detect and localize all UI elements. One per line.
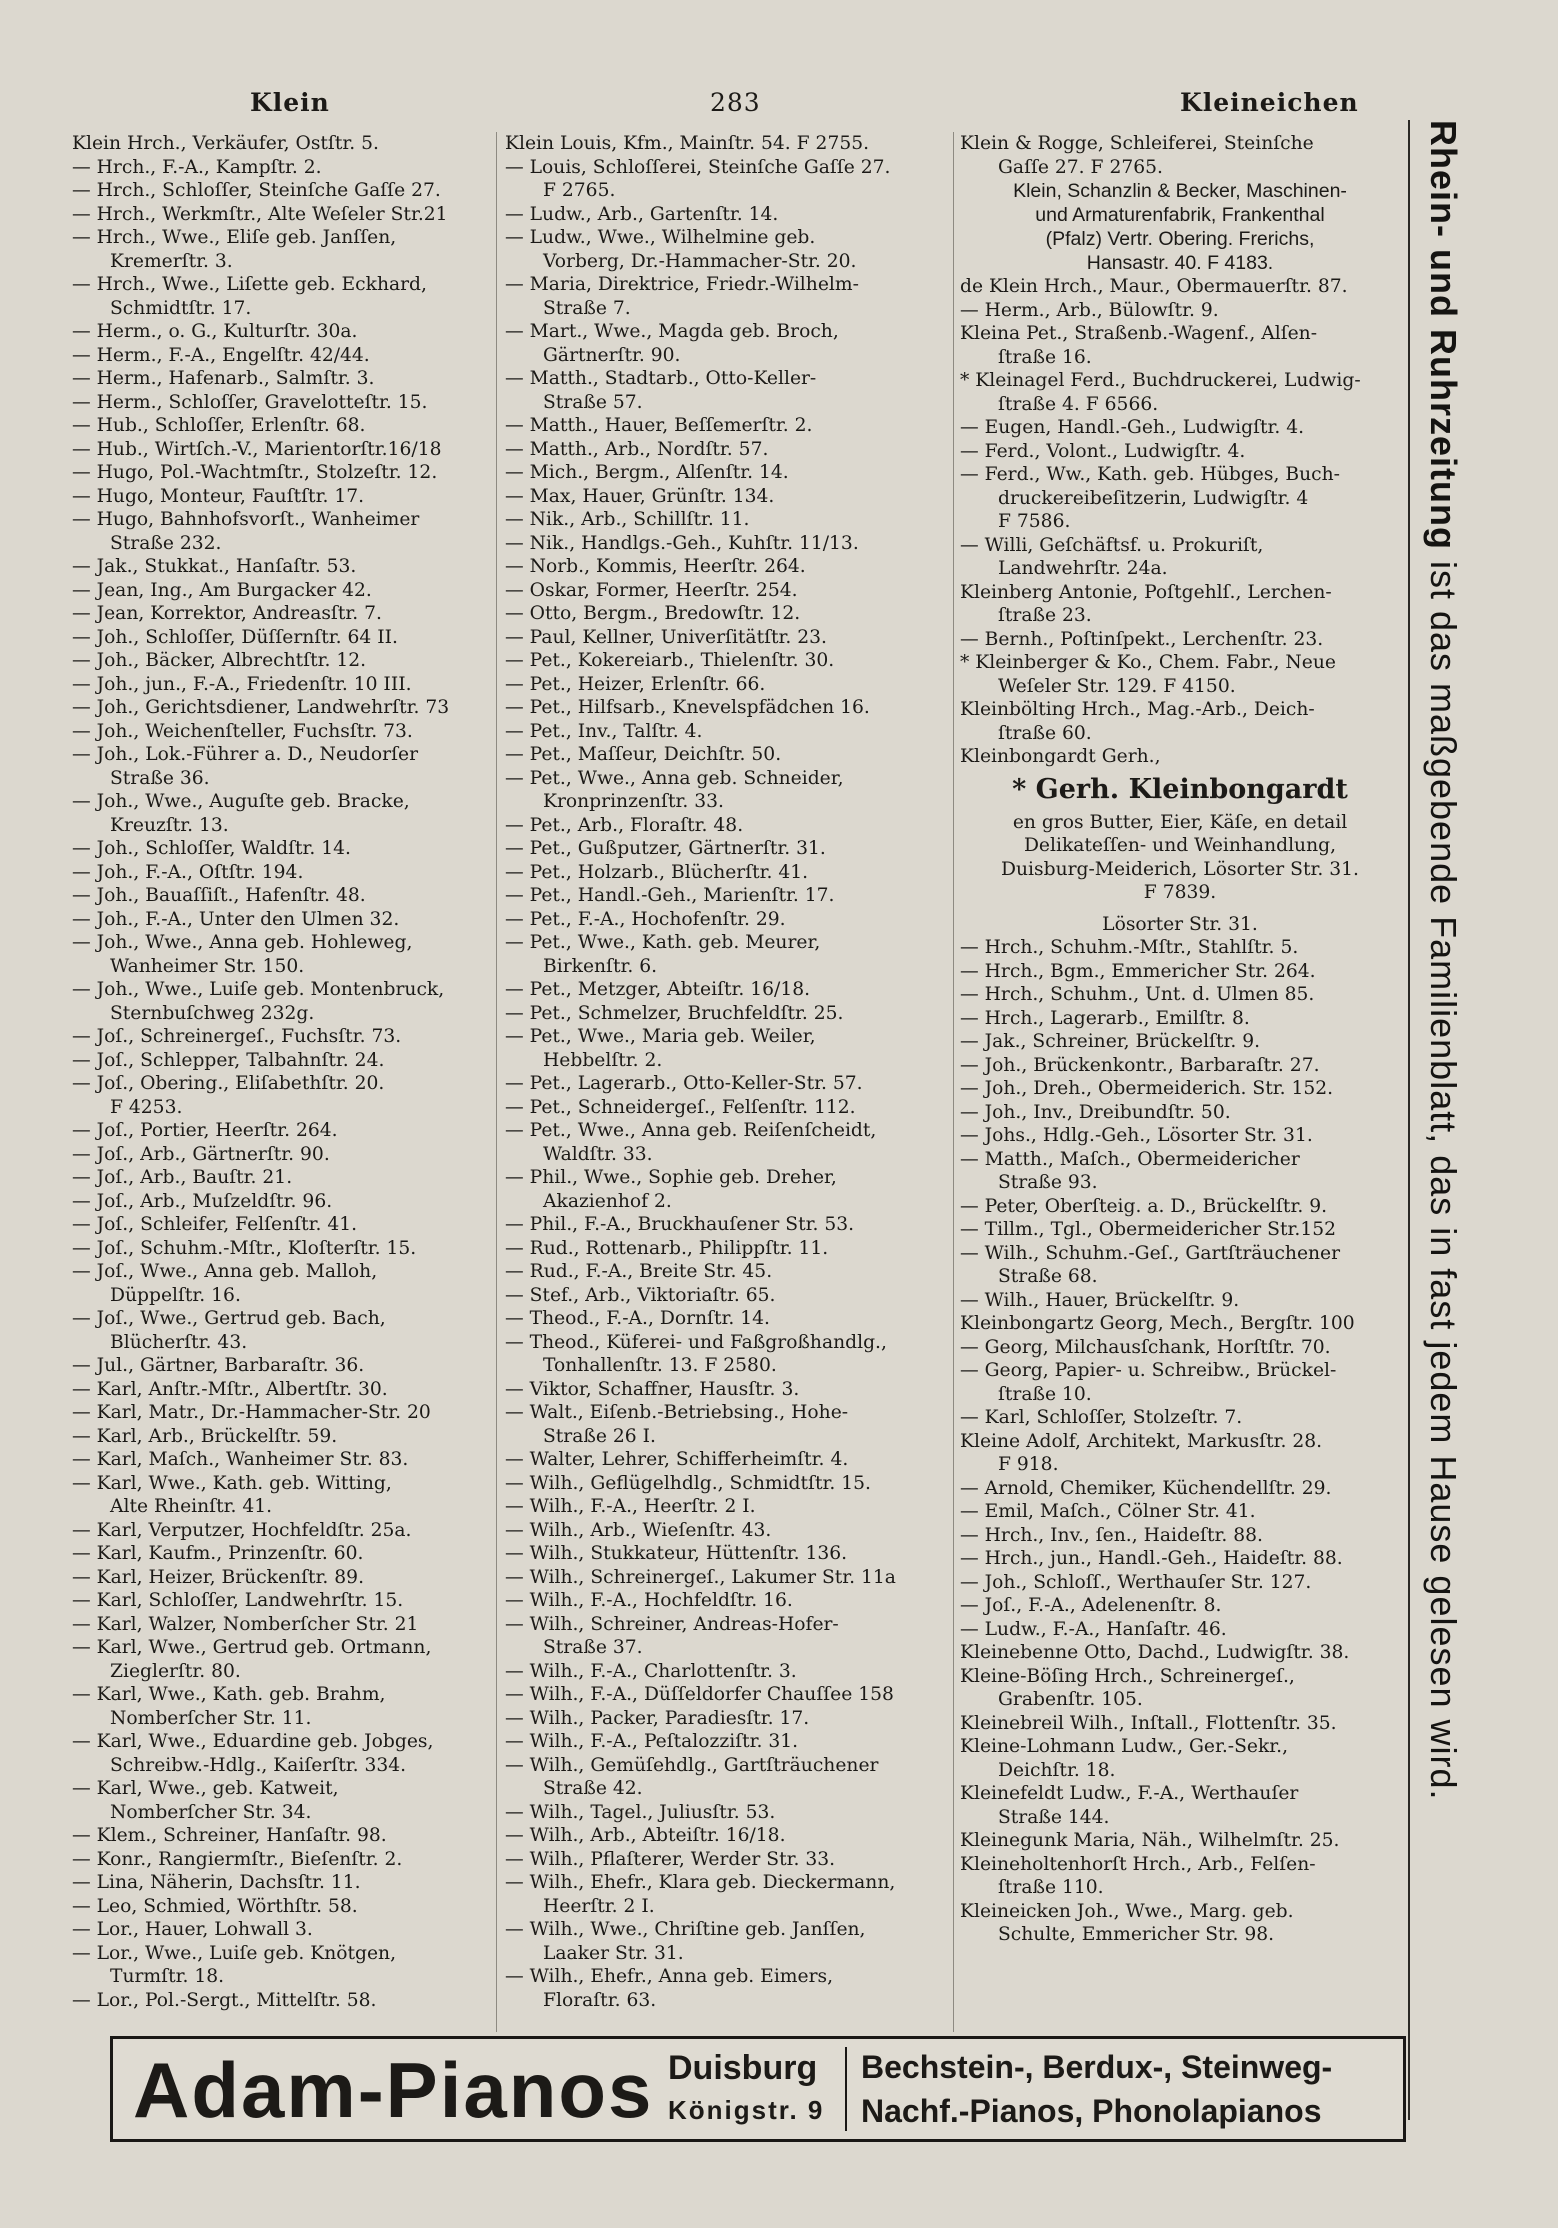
directory-entry: Straße 37. xyxy=(543,1637,643,1658)
directory-entry: ſtraße 10. xyxy=(998,1383,1092,1405)
directory-entry: — Joſ., Schreinergeſ., Fuchsſtr. 73. xyxy=(72,1026,402,1047)
ad-address: Königstr. 9 xyxy=(668,2095,825,2125)
directory-entry: — Nik., Handlgs.-Geh., Kuhſtr. 11/13. xyxy=(505,532,859,554)
page-header xyxy=(70,88,1410,128)
directory-entry: — Rud., F.-A., Breite Str. 45. xyxy=(505,1261,773,1282)
directory-entry: — Wilh., F.-A., Hochfeldſtr. 16. xyxy=(505,1590,793,1611)
directory-entry: Kleineicken Joh., Wwe., Marg. geb. xyxy=(960,1900,1294,1922)
directory-entry: * Kleinberger & Ko., Chem. Fabr., Neue xyxy=(960,652,1336,673)
directory-entry: ſtraße 4. F 6566. xyxy=(998,393,1159,415)
directory-entry: — Konr., Rangiermſtr., Bieſenſtr. 2. xyxy=(72,1848,403,1870)
directory-entry: — Ferd., Volont., Ludwigſtr. 4. xyxy=(960,440,1246,462)
directory-entry: — Joh., F.-A., Unter den Ulmen 32. xyxy=(72,908,400,930)
directory-entry: — Phil., Wwe., Sophie geb. Dreher, xyxy=(505,1167,837,1188)
directory-entry: — Hrch., Schloſſer, Steinſche Gaſſe 27. xyxy=(72,180,441,201)
directory-entry: — Pet., Gußputzer, Gärtnerſtr. 31. xyxy=(505,838,826,859)
directory-entry: — Pet., Wwe., Kath. geb. Meurer, xyxy=(505,932,821,953)
directory-entry: — Joh., Schloſſer, Waldſtr. 14. xyxy=(72,838,351,859)
directory-entry: — Herm., F.-A., Engelſtr. 42/44. xyxy=(72,344,370,366)
directory-entry: — Karl, Schloſſer, Landwehrſtr. 15. xyxy=(72,1590,404,1611)
directory-entry: F 7839. xyxy=(1143,882,1217,903)
directory-entry: druckereibeſitzerin, Ludwigſtr. 4 xyxy=(998,487,1309,509)
directory-entry: — Karl, Wwe., Eduardine geb. Jobges, xyxy=(72,1731,434,1752)
directory-entry: Laaker Str. 31. xyxy=(543,1942,684,1964)
directory-entry: Straße 36. xyxy=(110,767,210,789)
directory-entry: — Mich., Bergm., Alſenſtr. 14. xyxy=(505,462,789,483)
directory-entry: — Tillm., Tgl., Obermeidericher Str.152 xyxy=(960,1219,1336,1240)
directory-entry: — Karl, Arb., Brückelſtr. 59. xyxy=(72,1425,338,1447)
directory-entry: — Joſ., Arb., Bauſtr. 21. xyxy=(72,1167,293,1188)
directory-entry: — Walt., Eiſenb.-Betriebsing., Hohe- xyxy=(505,1402,849,1423)
directory-entry: Duisburg-Meiderich, Lösorter Str. 31. xyxy=(1001,858,1359,880)
side-banner-newspaper: Rhein- und Ruhrzeitung xyxy=(1423,120,1464,550)
directory-entry: — Hrch., Wwe., Liſette geb. Eckhard, xyxy=(72,274,427,295)
directory-entry: — Hub., Schloſſer, Erlenſtr. 68. xyxy=(72,415,366,436)
directory-entry: Hebbelſtr. 2. xyxy=(543,1049,663,1071)
directory-entry: — Herm., Schloſſer, Gravelotteſtr. 15. xyxy=(72,391,428,413)
ad-brands-line-1: Bechstein-, Berdux-, Steinweg- xyxy=(861,2049,1333,2085)
directory-entry: — Mart., Wwe., Magda geb. Broch, xyxy=(505,321,839,342)
directory-entry: Kleinbongardt Gerh., xyxy=(960,746,1161,767)
ad-separator xyxy=(845,2047,847,2131)
kleinbongardt-ad-title: * Gerh. Kleinbongardt xyxy=(1012,773,1348,805)
directory-entry: Nomberſcher Str. 11. xyxy=(110,1707,312,1729)
ad-brands-line-2: Nachf.-Pianos, Phonolapianos xyxy=(861,2093,1322,2129)
directory-entry: — Norb., Kommis, Heerſtr. 264. xyxy=(505,556,806,577)
directory-entry: — Joh., Wwe., Auguſte geb. Bracke, xyxy=(72,791,410,812)
directory-entry: — Viktor, Schaffner, Hausſtr. 3. xyxy=(505,1378,800,1400)
directory-entry: F 4253. xyxy=(110,1096,183,1118)
directory-entry: — Otto, Bergm., Bredowſtr. 12. xyxy=(505,603,801,624)
directory-entry: — Joh., Wwe., Anna geb. Hohleweg, xyxy=(72,932,413,953)
directory-entry: — Pet., Schneidergeſ., Felſenſtr. 112. xyxy=(505,1096,856,1118)
directory-entry: — Karl, Walzer, Nomberſcher Str. 21 xyxy=(72,1613,419,1635)
directory-entry: — Karl, Wwe., geb. Katweit, xyxy=(72,1778,339,1799)
column-2 xyxy=(505,132,945,2012)
column-1 xyxy=(72,132,512,2012)
directory-entry: — Herm., Hafenarb., Salmſtr. 3. xyxy=(72,368,375,389)
directory-entry: Turmſtr. 18. xyxy=(110,1966,225,1987)
directory-entry: — Joſ., Portier, Heerſtr. 264. xyxy=(72,1120,338,1141)
directory-entry: — Herm., Arb., Bülowſtr. 9. xyxy=(960,299,1219,321)
directory-entry: — Phil., F.-A., Bruckhauſener Str. 53. xyxy=(505,1214,855,1235)
directory-entry: Kleinegunk Maria, Näh., Wilhelmſtr. 25. xyxy=(960,1830,1340,1851)
directory-entry: Zieglerſtr. 80. xyxy=(110,1660,241,1682)
directory-entry: — Karl, Verputzer, Hochfeldſtr. 25a. xyxy=(72,1519,412,1541)
directory-entry: — Joh., Weichenſteller, Fuchsſtr. 73. xyxy=(72,720,413,742)
directory-entry: — Pet., Kokereiarb., Thielenſtr. 30. xyxy=(505,650,835,671)
directory-entry: Straße 93. xyxy=(998,1172,1098,1193)
adam-pianos-advertisement xyxy=(110,2036,1406,2142)
directory-entry: Kleine-Böſing Hrch., Schreinergeſ., xyxy=(960,1665,1295,1687)
directory-entry: — Georg, Milchausſchank, Horſtſtr. 70. xyxy=(960,1336,1331,1358)
directory-entry: — Wilh., Wwe., Chriſtine geb. Janſſen, xyxy=(505,1919,866,1940)
directory-entry: — Pet., Arb., Floraſtr. 48. xyxy=(505,814,744,836)
directory-entry: — Wilh., Stukkateur, Hüttenſtr. 136. xyxy=(505,1543,848,1564)
directory-entry: — Hrch., Inv., ſen., Haideſtr. 88. xyxy=(960,1524,1263,1546)
directory-entry: Straße 232. xyxy=(110,532,222,554)
directory-entry: — Joſ., Arb., Muſzeldſtr. 96. xyxy=(72,1190,333,1212)
directory-entry: Kleinefeldt Ludw., F.-A., Werthauſer xyxy=(960,1783,1299,1804)
directory-entry: — Karl, Kaufm., Prinzenſtr. 60. xyxy=(72,1543,364,1564)
directory-entry: — Karl, Anſtr.-Mſtr., Albertſtr. 30. xyxy=(72,1378,388,1400)
directory-entry: Kleine Adolf, Architekt, Markusſtr. 28. xyxy=(960,1430,1323,1452)
directory-entry: — Hrch., Bgm., Emmericher Str. 264. xyxy=(960,960,1316,982)
directory-entry: Grabenſtr. 105. xyxy=(998,1689,1143,1710)
directory-entry: — Wilh., Ehefr., Klara geb. Dieckermann, xyxy=(505,1872,896,1893)
directory-entry: Floraſtr. 63. xyxy=(543,1989,657,2011)
directory-entry: — Joſ., F.-A., Adelenenſtr. 8. xyxy=(960,1595,1222,1616)
directory-entry: — Karl, Wwe., Kath. geb. Witting, xyxy=(72,1472,392,1494)
directory-entry: — Joh., Brückenkontr., Barbaraſtr. 27. xyxy=(960,1054,1320,1076)
directory-entry: — Joh., Gerichtsdiener, Landwehrſtr. 73 xyxy=(72,697,450,718)
ad-city: Duisburg xyxy=(668,2049,818,2087)
directory-entry: — Pet., Inv., Talſtr. 4. xyxy=(505,720,703,742)
directory-entry: Vorberg, Dr.-Hammacher-Str. 20. xyxy=(543,250,857,272)
directory-entry: — Theod., Küferei- und Faßgroßhandlg., xyxy=(505,1331,887,1353)
directory-entry: Straße 144. xyxy=(998,1806,1110,1828)
directory-entry: — Joſ., Schleifer, Felſenſtr. 41. xyxy=(72,1214,358,1235)
directory-entry: — Wilh., F.-A., Düſſeldorfer Chauſſee 158 xyxy=(505,1684,894,1705)
directory-entry: — Maria, Direktrice, Friedr.-Wilhelm- xyxy=(505,274,859,295)
directory-entry: — Matth., Arb., Nordſtr. 57. xyxy=(505,438,769,460)
directory-entry: — Theod., F.-A., Dornſtr. 14. xyxy=(505,1308,770,1329)
directory-entry: (Pfalz) Vertr. Obering. Frerichs, xyxy=(1045,228,1315,250)
directory-entry: — Joh., Schloſſer, Düſſernſtr. 64 II. xyxy=(72,626,398,648)
directory-entry: Delikateſſen- und Weinhandlung, xyxy=(1023,835,1337,856)
directory-entry: — Peter, Oberſteig. a. D., Brückelſtr. 9. xyxy=(960,1195,1328,1217)
directory-entry: — Matth., Maſch., Obermeidericher xyxy=(960,1148,1300,1170)
directory-entry: — Joh., F.-A., Oſtſtr. 194. xyxy=(72,861,304,883)
directory-entry: Straße 57. xyxy=(543,391,643,413)
directory-entry: — Leo, Schmied, Wörthſtr. 58. xyxy=(72,1895,358,1917)
directory-entry: — Joſ., Arb., Gärtnerſtr. 90. xyxy=(72,1143,330,1165)
directory-entry: — Pet., Metzger, Abteiſtr. 16/18. xyxy=(505,979,811,1000)
directory-entry: — Jul., Gärtner, Barbaraſtr. 36. xyxy=(72,1355,365,1376)
directory-entry: — Hrch., Werkmſtr., Alte Weſeler Str.21 xyxy=(72,203,448,225)
directory-entry: Nomberſcher Str. 34. xyxy=(110,1801,312,1823)
directory-entry: ſtraße 110. xyxy=(998,1877,1104,1898)
directory-entry: — Ludw., F.-A., Hanſaſtr. 46. xyxy=(960,1618,1227,1640)
directory-entry: — Hub., Wirtſch.-V., Marientorſtr.16/18 xyxy=(72,438,442,460)
directory-entry: Klein, Schanzlin & Becker, Maschinen- xyxy=(1013,180,1347,202)
directory-entry: — Jak., Stukkat., Hanſaſtr. 53. xyxy=(72,556,357,577)
directory-entry: — Wilh., F.-A., Heerſtr. 2 I. xyxy=(505,1496,756,1517)
directory-entry: — Ferd., Ww., Kath. geb. Hübges, Buch- xyxy=(960,464,1340,485)
directory-entry: — Georg, Papier- u. Schreibw., Brückel- xyxy=(960,1360,1337,1381)
directory-entry: Straße 68. xyxy=(998,1266,1098,1287)
directory-entry: — Lor., Hauer, Lohwall 3. xyxy=(72,1919,313,1940)
directory-entry: Kleineholtenhorſt Hrch., Arb., Felſen- xyxy=(960,1853,1316,1875)
directory-entry: Kleinberg Antonie, Poſtgehlſ., Lerchen- xyxy=(960,581,1332,603)
directory-entry: Klein Louis, Kfm., Mainſtr. 54. F 2755. xyxy=(505,133,870,154)
directory-entry: — Eugen, Handl.-Geh., Ludwigſtr. 4. xyxy=(960,417,1305,438)
directory-entry: ſtraße 23. xyxy=(998,605,1092,626)
directory-entry: — Karl, Wwe., Gertrud geb. Ortmann, xyxy=(72,1637,432,1658)
directory-entry: Sternbuſchweg 232g. xyxy=(110,1002,315,1024)
directory-entry: — Pet., Handl.-Geh., Marienſtr. 17. xyxy=(505,885,835,906)
directory-entry: Schmidtſtr. 17. xyxy=(110,297,252,319)
directory-entry: — Karl, Heizer, Brückenſtr. 89. xyxy=(72,1566,365,1588)
directory-entry: F 918. xyxy=(998,1454,1059,1475)
directory-entry: — Hugo, Bahnhofsvorſt., Wanheimer xyxy=(72,509,420,530)
directory-entry: — Hrch., jun., Handl.-Geh., Haideſtr. 88. xyxy=(960,1548,1343,1569)
directory-entry: — Klem., Schreiner, Hanſaſtr. 98. xyxy=(72,1825,387,1846)
directory-entry: — Wilh., Hauer, Brückelſtr. 9. xyxy=(960,1289,1240,1311)
directory-entry: — Karl, Wwe., Kath. geb. Brahm, xyxy=(72,1684,386,1705)
directory-entry: — Matth., Hauer, Beſſemerſtr. 2. xyxy=(505,415,813,436)
directory-entry: de Klein Hrch., Maur., Obermauerſtr. 87. xyxy=(960,276,1348,297)
directory-entry: — Pet., Maſſeur, Deichſtr. 50. xyxy=(505,744,782,765)
directory-entry: Heerſtr. 2 I. xyxy=(543,1895,655,1917)
directory-entry: Straße 26 I. xyxy=(543,1425,656,1447)
directory-entry: Düppelſtr. 16. xyxy=(110,1284,241,1306)
directory-entry: — Hugo, Pol.-Wachtmſtr., Stolzeſtr. 12. xyxy=(72,462,438,483)
directory-entry: Tonhallenſtr. 13. F 2580. xyxy=(543,1355,777,1376)
directory-entry: * Kleinagel Ferd., Buchdruckerei, Ludwig- xyxy=(960,370,1361,391)
directory-entry: Waldſtr. 33. xyxy=(543,1143,653,1165)
directory-entry: — Karl, Maſch., Wanheimer Str. 83. xyxy=(72,1449,409,1470)
directory-entry: — Wilh., Arb., Wieſenſtr. 43. xyxy=(505,1519,772,1541)
directory-entry: Kremerſtr. 3. xyxy=(110,250,233,272)
directory-entry: — Hrch., Wwe., Eliſe geb. Janſſen, xyxy=(72,227,397,248)
directory-entry: — Ludw., Arb., Gartenſtr. 14. xyxy=(505,203,779,225)
directory-entry: — Joh., Wwe., Luiſe geb. Montenbruck, xyxy=(72,979,445,1000)
directory-entry: — Pet., Wwe., Anna geb. Reiſenſcheidt, xyxy=(505,1120,877,1141)
directory-entry: Birkenſtr. 6. xyxy=(543,955,658,977)
directory-entry: Gärtnerſtr. 90. xyxy=(543,344,681,366)
directory-entry: Blücherſtr. 43. xyxy=(110,1331,248,1353)
directory-entry: Kleinbongartz Georg, Mech., Bergſtr. 100 xyxy=(960,1313,1355,1334)
directory-entry: Schulte, Emmericher Str. 98. xyxy=(998,1924,1275,1945)
directory-entry: Kreuzſtr. 13. xyxy=(110,814,229,836)
directory-entry: Lösorter Str. 31. xyxy=(1102,913,1258,935)
directory-entry: Kleinbölting Hrch., Mag.-Arb., Deich- xyxy=(960,699,1315,720)
directory-entry: — Arnold, Chemiker, Küchendellſtr. 29. xyxy=(960,1477,1332,1499)
directory-entry: — Walter, Lehrer, Schifferheimſtr. 4. xyxy=(505,1449,849,1470)
directory-entry: — Hrch., F.-A., Kampſtr. 2. xyxy=(72,156,322,178)
directory-entry: — Max, Hauer, Grünſtr. 134. xyxy=(505,485,775,507)
directory-entry: — Paul, Kellner, Univerſitätſtr. 23. xyxy=(505,626,827,648)
directory-entry: ſtraße 60. xyxy=(998,722,1092,744)
directory-entry: — Pet., Wwe., Maria geb. Weiler, xyxy=(505,1026,816,1047)
directory-entry: — Joſ., Wwe., Gertrud geb. Bach, xyxy=(72,1308,386,1329)
directory-entry: — Pet., F.-A., Hochofenſtr. 29. xyxy=(505,908,786,930)
directory-entry: — Joh., Bäcker, Albrechtſtr. 12. xyxy=(72,650,367,671)
directory-entry: — Ludw., Wwe., Wilhelmine geb. xyxy=(505,227,816,248)
directory-entry: — Jak., Schreiner, Brückelſtr. 9. xyxy=(960,1031,1261,1052)
directory-entry: — Emil, Maſch., Cölner Str. 41. xyxy=(960,1501,1256,1522)
directory-entry: — Lor., Pol.-Sergt., Mittelſtr. 58. xyxy=(72,1989,377,2011)
directory-entry: — Joſ., Schuhm.-Mſtr., Kloſterſtr. 15. xyxy=(72,1237,417,1259)
directory-entry: Kleinebreil Wilh., Inſtall., Flottenſtr. 35. xyxy=(960,1712,1337,1734)
directory-entry: — Stef., Arb., Viktoriaſtr. 65. xyxy=(505,1284,776,1306)
column-3 xyxy=(960,132,1400,1947)
directory-entry: — Joh., Lok.-Führer a. D., Neudorſer xyxy=(72,744,419,765)
directory-entry: — Pet., Wwe., Anna geb. Schneider, xyxy=(505,767,844,789)
side-banner xyxy=(1418,120,1468,1801)
directory-entry: — Pet., Schmelzer, Bruchfeldſtr. 25. xyxy=(505,1002,844,1024)
header-right-keyword: Kleineichen xyxy=(1180,88,1359,117)
directory-entry: — Hugo, Monteur, Fauſtſtr. 17. xyxy=(72,485,365,507)
directory-entry: Kleine-Lohmann Ludw., Ger.-Sekr., xyxy=(960,1736,1289,1757)
directory-entry: — Bernh., Poſtinſpekt., Lerchenſtr. 23. xyxy=(960,628,1324,650)
directory-entry: Gaſſe 27. F 2765. xyxy=(998,156,1163,178)
directory-entry: — Joh., jun., F.-A., Friedenſtr. 10 III. xyxy=(72,673,412,695)
column-divider xyxy=(953,132,954,2032)
ad-company-name: Adam-Pianos xyxy=(133,2046,654,2134)
directory-entry: — Willi, Geſchäftsf. u. Prokuriſt, xyxy=(960,534,1264,556)
directory-entry: — Oskar, Former, Heerſtr. 254. xyxy=(505,579,798,601)
directory-entry: Klein Hrch., Verkäufer, Ostſtr. 5. xyxy=(72,133,379,154)
directory-entry: — Joſ., Schlepper, Talbahnſtr. 24. xyxy=(72,1049,385,1071)
directory-entry: — Wilh., F.-A., Charlottenſtr. 3. xyxy=(505,1660,797,1682)
directory-entry: — Hrch., Schuhm., Unt. d. Ulmen 85. xyxy=(960,984,1315,1005)
directory-entry: — Wilh., Gemüſehdlg., Gartſträuchener xyxy=(505,1754,879,1776)
directory-entry: — Jean, Korrektor, Andreasſtr. 7. xyxy=(72,603,382,624)
page-number: 283 xyxy=(710,88,761,117)
directory-entry: — Rud., Rottenarb., Philippſtr. 11. xyxy=(505,1237,829,1259)
directory-entry: Weſeler Str. 129. F 4150. xyxy=(998,675,1236,697)
directory-entry: — Hrch., Lagerarb., Emilſtr. 8. xyxy=(960,1007,1250,1029)
directory-entry: — Joſ., Obering., Eliſabethſtr. 20. xyxy=(72,1073,385,1094)
directory-entry: Deichſtr. 18. xyxy=(998,1759,1116,1781)
directory-entry: Straße 7. xyxy=(543,297,631,319)
directory-entry: — Wilh., Packer, Paradiesſtr. 17. xyxy=(505,1707,810,1729)
directory-entry: — Wilh., F.-A., Peſtalozziſtr. 31. xyxy=(505,1731,799,1752)
directory-entry: — Wilh., Pflaſterer, Werder Str. 33. xyxy=(505,1848,836,1870)
directory-entry: en gros Butter, Eier, Käſe, en detail xyxy=(1012,811,1348,833)
directory-entry: — Joh., Schloſſ., Werthauſer Str. 127. xyxy=(960,1571,1312,1593)
directory-entry: — Joh., Bauaſſiſt., Hafenſtr. 48. xyxy=(72,885,366,906)
directory-entry: Landwehrſtr. 24a. xyxy=(998,558,1168,579)
directory-entry: Kleina Pet., Straßenb.-Wagenf., Alſen- xyxy=(960,323,1318,344)
directory-entry: — Wilh., Schuhm.-Geſ., Gartſträuchener xyxy=(960,1242,1341,1264)
directory-entry: und Armaturenfabrik, Frankenthal xyxy=(1035,204,1325,226)
directory-entry: — Johs., Hdlg.-Geh., Lösorter Str. 31. xyxy=(960,1125,1313,1146)
directory-entry: — Joſ., Wwe., Anna geb. Malloh, xyxy=(72,1261,378,1282)
directory-entry: Hansastr. 40. F 4183. xyxy=(1086,252,1274,274)
directory-entry: — Wilh., Arb., Abteiſtr. 16/18. xyxy=(505,1825,786,1846)
directory-entry: — Wilh., Schreinergeſ., Lakumer Str. 11a xyxy=(505,1566,896,1588)
directory-entry: — Wilh., Geflügelhdlg., Schmidtſtr. 15. xyxy=(505,1472,871,1494)
directory-entry: — Pet., Heizer, Erlenſtr. 66. xyxy=(505,673,766,695)
directory-entry: — Lor., Wwe., Luiſe geb. Knötgen, xyxy=(72,1942,397,1964)
header-left-keyword: Klein xyxy=(250,88,330,117)
directory-entry: — Wilh., Schreiner, Andreas-Hofer- xyxy=(505,1613,839,1635)
side-banner-slogan: ist das maßgebende Familienblatt, das in fast jedem Hause gelesen wird. xyxy=(1423,549,1464,1801)
directory-entry: — Wilh., Tagel., Juliusſtr. 53. xyxy=(505,1801,776,1823)
directory-entry: — Louis, Schloſſerei, Steinſche Gaſſe 27. xyxy=(505,156,891,178)
directory-entry: — Nik., Arb., Schillſtr. 11. xyxy=(505,509,750,530)
directory-entry: Straße 42. xyxy=(543,1778,643,1799)
directory-entry: — Karl, Schloſſer, Stolzeſtr. 7. xyxy=(960,1407,1243,1428)
directory-entry: F 7586. xyxy=(998,511,1071,532)
directory-entry: — Karl, Matr., Dr.-Hammacher-Str. 20 xyxy=(72,1402,431,1423)
directory-entry: — Jean, Ing., Am Burgacker 42. xyxy=(72,579,372,601)
directory-entry: Alte Rheinſtr. 41. xyxy=(110,1496,273,1517)
directory-entry: Kronprinzenſtr. 33. xyxy=(543,791,724,812)
directory-entry: — Lina, Näherin, Dachsſtr. 11. xyxy=(72,1872,361,1893)
directory-entry: Klein & Rogge, Schleiferei, Steinſche xyxy=(960,133,1314,154)
directory-entry: — Hrch., Schuhm.-Mſtr., Stahlſtr. 5. xyxy=(960,937,1299,958)
directory-entry: F 2765. xyxy=(543,180,616,201)
directory-entry: — Joh., Inv., Dreibundſtr. 50. xyxy=(960,1101,1231,1123)
directory-entry: Wanheimer Str. 150. xyxy=(110,955,305,977)
directory-entry: Schreibw.-Hdlg., Kaiſerſtr. 334. xyxy=(110,1754,407,1776)
directory-entry: Akazienhof 2. xyxy=(543,1190,672,1212)
directory-entry: — Wilh., Ehefr., Anna geb. Eimers, xyxy=(505,1966,834,1987)
directory-entry: ſtraße 16. xyxy=(998,346,1092,368)
directory-entry: Kleinebenne Otto, Dachd., Ludwigſtr. 38. xyxy=(960,1642,1350,1663)
directory-entry: — Joh., Dreh., Obermeiderich. Str. 152. xyxy=(960,1078,1334,1099)
directory-entry: — Herm., o. G., Kulturſtr. 30a. xyxy=(72,321,358,342)
directory-entry: — Matth., Stadtarb., Otto-Keller- xyxy=(505,368,817,389)
directory-entry: — Pet., Holzarb., Blücherſtr. 41. xyxy=(505,861,809,883)
directory-entry: — Pet., Lagerarb., Otto-Keller-Str. 57. xyxy=(505,1073,863,1094)
directory-entry: — Pet., Hilfsarb., Knevelspfädchen 16. xyxy=(505,697,870,718)
